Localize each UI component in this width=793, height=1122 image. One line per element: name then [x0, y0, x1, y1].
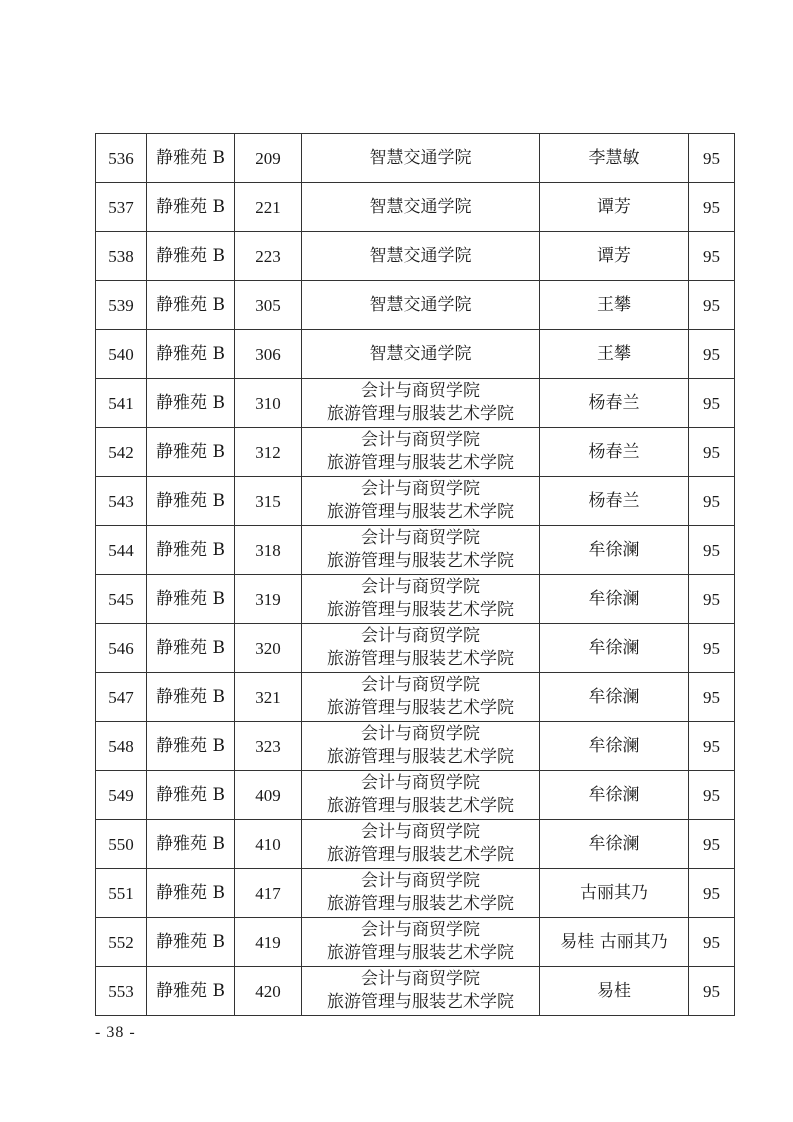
college-cell	[302, 134, 540, 183]
table-row	[96, 183, 735, 232]
manager-cell: 易桂	[540, 967, 689, 1016]
college-cell	[302, 183, 540, 232]
row-number-cell: 551	[96, 869, 147, 918]
score-cell: 95	[689, 281, 735, 330]
score-cell: 95	[689, 918, 735, 967]
college-name: 旅游管理与服装艺术学院	[327, 649, 514, 669]
table-row	[96, 918, 735, 967]
building-cell: 静雅苑 B	[147, 575, 235, 624]
score-cell: 95	[689, 428, 735, 477]
manager-cell: 杨春兰	[540, 477, 689, 526]
table-row	[96, 771, 735, 820]
row-number-cell: 538	[96, 232, 147, 281]
college-name: 会计与商贸学院	[361, 920, 480, 940]
college-name: 会计与商贸学院	[361, 871, 480, 891]
college-cell	[302, 526, 540, 575]
college-name: 旅游管理与服装艺术学院	[327, 502, 514, 522]
building-cell: 静雅苑 B	[147, 918, 235, 967]
manager-cell: 牟徐澜	[540, 820, 689, 869]
score-cell: 95	[689, 820, 735, 869]
building-cell: 静雅苑 B	[147, 428, 235, 477]
row-number-cell: 537	[96, 183, 147, 232]
college-cell	[302, 232, 540, 281]
college-name: 智慧交通学院	[369, 196, 472, 217]
building-cell: 静雅苑 B	[147, 134, 235, 183]
building-cell: 静雅苑 B	[147, 967, 235, 1016]
table-row	[96, 869, 735, 918]
college-name: 会计与商贸学院	[361, 479, 480, 499]
college-name: 旅游管理与服装艺术学院	[327, 453, 514, 473]
college-cell	[302, 428, 540, 477]
building-cell: 静雅苑 B	[147, 722, 235, 771]
row-number-cell: 540	[96, 330, 147, 379]
college-cell	[302, 820, 540, 869]
building-cell: 静雅苑 B	[147, 330, 235, 379]
room-number-cell: 312	[235, 428, 302, 477]
room-number-cell: 318	[235, 526, 302, 575]
room-number-cell: 323	[235, 722, 302, 771]
college-name: 智慧交通学院	[369, 343, 472, 364]
college-cell	[302, 281, 540, 330]
manager-cell: 古丽其乃	[540, 869, 689, 918]
manager-cell: 牟徐澜	[540, 526, 689, 575]
score-cell: 95	[689, 477, 735, 526]
college-name: 智慧交通学院	[369, 147, 472, 168]
building-cell: 静雅苑 B	[147, 183, 235, 232]
manager-cell: 牟徐澜	[540, 771, 689, 820]
score-cell: 95	[689, 183, 735, 232]
dormitory-score-table	[95, 133, 735, 1016]
manager-cell: 易桂 古丽其乃	[540, 918, 689, 967]
manager-cell: 王攀	[540, 281, 689, 330]
room-number-cell: 310	[235, 379, 302, 428]
building-cell: 静雅苑 B	[147, 281, 235, 330]
building-cell: 静雅苑 B	[147, 379, 235, 428]
manager-cell: 谭芳	[540, 183, 689, 232]
score-cell: 95	[689, 967, 735, 1016]
row-number-cell: 553	[96, 967, 147, 1016]
table-row	[96, 379, 735, 428]
score-cell: 95	[689, 526, 735, 575]
college-name: 会计与商贸学院	[361, 430, 480, 450]
college-name: 会计与商贸学院	[361, 381, 480, 401]
room-number-cell: 409	[235, 771, 302, 820]
room-number-cell: 315	[235, 477, 302, 526]
page-number: - 38 -	[95, 1024, 136, 1041]
college-cell	[302, 575, 540, 624]
college-name: 智慧交通学院	[369, 294, 472, 315]
manager-cell: 牟徐澜	[540, 673, 689, 722]
row-number-cell: 543	[96, 477, 147, 526]
room-number-cell: 417	[235, 869, 302, 918]
score-cell: 95	[689, 575, 735, 624]
score-cell: 95	[689, 330, 735, 379]
table-row	[96, 575, 735, 624]
row-number-cell: 542	[96, 428, 147, 477]
row-number-cell: 550	[96, 820, 147, 869]
room-number-cell: 410	[235, 820, 302, 869]
college-name: 旅游管理与服装艺术学院	[327, 845, 514, 865]
college-name: 旅游管理与服装艺术学院	[327, 943, 514, 963]
score-cell: 95	[689, 771, 735, 820]
college-name: 智慧交通学院	[369, 245, 472, 266]
building-cell: 静雅苑 B	[147, 673, 235, 722]
row-number-cell: 546	[96, 624, 147, 673]
college-cell	[302, 624, 540, 673]
college-name: 会计与商贸学院	[361, 773, 480, 793]
score-cell: 95	[689, 673, 735, 722]
building-cell: 静雅苑 B	[147, 232, 235, 281]
row-number-cell: 548	[96, 722, 147, 771]
table-row	[96, 134, 735, 183]
building-cell: 静雅苑 B	[147, 869, 235, 918]
table-row	[96, 967, 735, 1016]
room-number-cell: 320	[235, 624, 302, 673]
row-number-cell: 552	[96, 918, 147, 967]
table-row	[96, 624, 735, 673]
table-row	[96, 820, 735, 869]
manager-cell: 李慧敏	[540, 134, 689, 183]
room-number-cell: 420	[235, 967, 302, 1016]
college-cell	[302, 330, 540, 379]
table-row	[96, 232, 735, 281]
table-row	[96, 281, 735, 330]
college-name: 旅游管理与服装艺术学院	[327, 747, 514, 767]
table-row	[96, 428, 735, 477]
room-number-cell: 319	[235, 575, 302, 624]
college-cell	[302, 967, 540, 1016]
college-name: 会计与商贸学院	[361, 822, 480, 842]
college-name: 会计与商贸学院	[361, 577, 480, 597]
manager-cell: 杨春兰	[540, 428, 689, 477]
college-name: 会计与商贸学院	[361, 969, 480, 989]
row-number-cell: 536	[96, 134, 147, 183]
college-name: 旅游管理与服装艺术学院	[327, 796, 514, 816]
table-body	[96, 134, 735, 1016]
score-cell: 95	[689, 134, 735, 183]
manager-cell: 牟徐澜	[540, 575, 689, 624]
room-number-cell: 209	[235, 134, 302, 183]
score-cell: 95	[689, 379, 735, 428]
building-cell: 静雅苑 B	[147, 526, 235, 575]
college-name: 旅游管理与服装艺术学院	[327, 698, 514, 718]
table-row	[96, 673, 735, 722]
building-cell: 静雅苑 B	[147, 477, 235, 526]
college-name: 旅游管理与服装艺术学院	[327, 600, 514, 620]
room-number-cell: 305	[235, 281, 302, 330]
score-cell: 95	[689, 624, 735, 673]
college-cell	[302, 673, 540, 722]
college-name: 旅游管理与服装艺术学院	[327, 551, 514, 571]
room-number-cell: 221	[235, 183, 302, 232]
score-cell: 95	[689, 722, 735, 771]
college-name: 会计与商贸学院	[361, 724, 480, 744]
college-cell	[302, 477, 540, 526]
building-cell: 静雅苑 B	[147, 771, 235, 820]
building-cell: 静雅苑 B	[147, 624, 235, 673]
table-row	[96, 330, 735, 379]
manager-cell: 谭芳	[540, 232, 689, 281]
manager-cell: 王攀	[540, 330, 689, 379]
row-number-cell: 544	[96, 526, 147, 575]
row-number-cell: 541	[96, 379, 147, 428]
room-number-cell: 321	[235, 673, 302, 722]
college-name: 旅游管理与服装艺术学院	[327, 404, 514, 424]
room-number-cell: 419	[235, 918, 302, 967]
row-number-cell: 545	[96, 575, 147, 624]
college-cell	[302, 918, 540, 967]
table-row	[96, 526, 735, 575]
college-cell	[302, 771, 540, 820]
manager-cell: 牟徐澜	[540, 624, 689, 673]
room-number-cell: 306	[235, 330, 302, 379]
building-cell: 静雅苑 B	[147, 820, 235, 869]
room-number-cell: 223	[235, 232, 302, 281]
row-number-cell: 549	[96, 771, 147, 820]
college-name: 会计与商贸学院	[361, 528, 480, 548]
manager-cell: 牟徐澜	[540, 722, 689, 771]
college-name: 会计与商贸学院	[361, 626, 480, 646]
row-number-cell: 539	[96, 281, 147, 330]
college-name: 会计与商贸学院	[361, 675, 480, 695]
score-cell: 95	[689, 869, 735, 918]
college-name: 旅游管理与服装艺术学院	[327, 992, 514, 1012]
college-name: 旅游管理与服装艺术学院	[327, 894, 514, 914]
college-cell	[302, 722, 540, 771]
college-cell	[302, 379, 540, 428]
manager-cell: 杨春兰	[540, 379, 689, 428]
college-cell	[302, 869, 540, 918]
row-number-cell: 547	[96, 673, 147, 722]
table-row	[96, 722, 735, 771]
table-row	[96, 477, 735, 526]
score-cell: 95	[689, 232, 735, 281]
